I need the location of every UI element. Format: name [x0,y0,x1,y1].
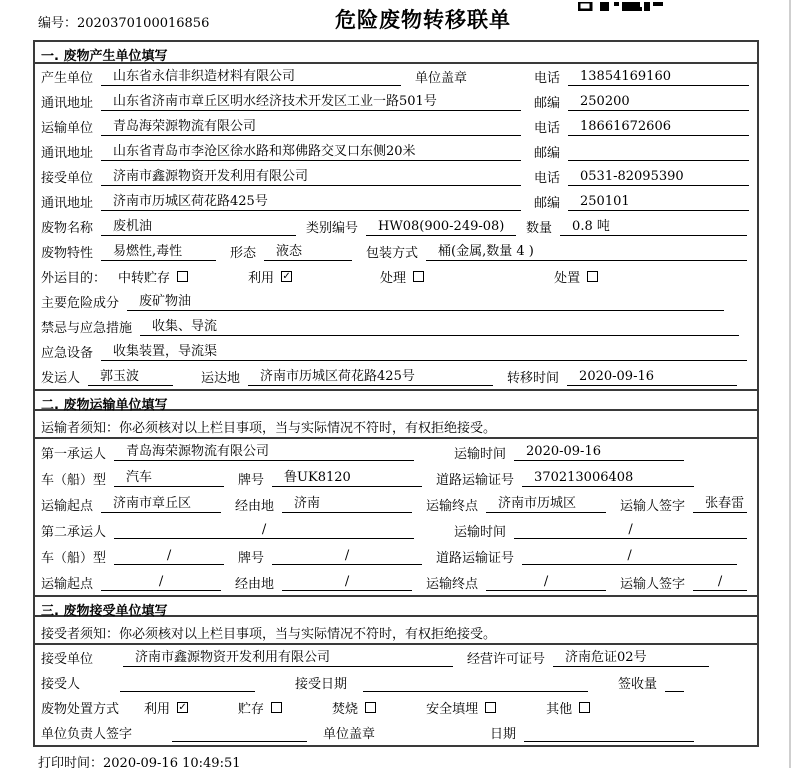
row-produce-address [35,89,757,114]
signed-qty-label: 签收量 [618,677,658,692]
address-label: 通讯地址 [41,96,94,111]
plate-no2-value: / [272,547,422,565]
responsible-sign-label: 单位负责人签字 [41,727,133,742]
road-license1-value: 370213006408 [522,469,694,487]
row-vehicle-1 [35,465,757,491]
waste-name-label: 废物名称 [41,221,94,236]
receiver-value [120,674,255,692]
transport-address-value: 山东省青岛市李沧区徐水路和郑佛路交叉口东侧20米 [101,143,521,161]
row-receiving-unit [35,645,757,670]
receiving-unit-label: 接受单位 [41,652,94,667]
print-time [38,752,796,768]
via-label: 经由地 [235,576,275,592]
checkbox-icon: ✓ [282,271,291,282]
taboo-measures-label: 禁忌与应急措施 [41,321,133,336]
row-waste-name [35,214,757,239]
postcode-group [534,142,749,161]
phone-group [534,167,749,186]
transporter-sign2-value: / [693,573,747,591]
section-3-title: 三. 废物接受单位填写 [35,595,757,617]
option-label: 处置 [554,271,581,286]
purpose-option-transit-storage [118,267,188,286]
emergency-equipment-label: 应急设备 [41,346,94,361]
origin-label: 运输起点 [41,576,94,592]
destination-label: 运达地 [201,371,241,386]
page-edge-divider [789,0,791,768]
row-produce-unit [35,64,757,89]
receive-phone-value: 0531-82095390 [568,168,749,186]
endpoint2-value: / [486,573,606,591]
seal-date-value [524,724,694,742]
transporter-notice: 运输者须知：你必须核对以上栏目事项，当与实际情况不符时，有权拒绝接受。 [35,411,757,439]
row-receiver [35,670,757,695]
receive-unit-value: 济南市鑫源物资开发利用有限公司 [101,168,521,186]
transfer-time-value: 2020-09-16 [567,368,737,386]
disposal-option-other [546,698,590,717]
transport-time2-value: / [514,521,747,539]
transporter-sign1-value: 张春雷 [693,495,747,513]
transport-postcode-value [568,143,749,161]
via1-value: 济南 [282,495,412,513]
road-license2-value: / [522,547,737,565]
row-shipper [35,364,757,389]
emergency-equipment-value: 收集装置，导流渠 [101,343,747,361]
option-label: 利用 [144,702,171,717]
carrier1-label: 第一承运人 [41,446,107,462]
section-1-title: 一. 废物产生单位填写 [35,42,757,64]
phone-group [534,117,749,136]
receive-unit-label: 接受单位 [41,171,94,186]
option-label: 利用 [248,271,275,286]
plate-no-label: 牌号 [238,550,265,566]
vehicle-type-label: 车（船）型 [41,472,107,488]
row-transport-address [35,139,757,164]
produce-postcode-value: 250200 [568,93,749,111]
postcode-group [534,192,749,211]
permit-no-value: 济南危证02号 [553,649,709,667]
row-transport-unit [35,114,757,139]
row-vehicle-2 [35,543,757,569]
checkbox-icon [579,702,590,713]
postcode-label: 邮编 [534,196,561,211]
plate-no1-value: 鲁UK8120 [272,469,422,487]
destination-value: 济南市历城区荷花路425号 [248,368,493,386]
form-state-value: 液态 [264,243,352,261]
quantity-label: 数量 [526,221,553,236]
option-label: 处理 [380,271,407,286]
receive-address-value: 济南市历城区荷花路425号 [101,193,521,211]
row-transfer-purpose [35,264,757,289]
carrier2-value: / [114,521,414,539]
road-license-label: 道路运输证号 [436,550,515,566]
purpose-option-utilize [248,267,292,286]
print-time-label: 打印时间： [38,756,104,768]
unit-seal-label: 单位盖章 [415,71,468,86]
quantity-value: 0.8 吨 [560,218,747,236]
packing-value: 桶(金属,数量 4 ) [426,243,747,261]
unit-seal-label: 单位盖章 [323,727,376,742]
row-receive-address [35,189,757,214]
phone-label: 电话 [534,71,561,86]
purpose-option-treat [380,267,424,286]
vehicle-type1-value: 汽车 [114,469,224,487]
transport-phone-value: 18661672606 [568,118,749,136]
phone-group [534,67,749,86]
transfer-time-label: 转移时间 [507,371,560,386]
option-label: 焚烧 [332,702,359,717]
packing-label: 包装方式 [366,246,419,261]
carrier2-label: 第二承运人 [41,524,107,540]
category-no-label: 类别编号 [306,221,359,236]
vehicle-type-label: 车（船）型 [41,550,107,566]
receive-date-label: 接受日期 [295,677,348,692]
seal-date-label: 日期 [490,727,517,742]
transporter-sign-label: 运输人签字 [620,576,686,592]
postcode-label: 邮编 [534,96,561,111]
via-label: 经由地 [235,498,275,514]
disposal-option-landfill [426,698,496,717]
receive-date-value [363,674,588,692]
qr-code-icon [578,0,664,15]
transport-time-label: 运输时间 [454,446,507,462]
row-carrier-2 [35,517,757,543]
disposal-option-utilize [144,698,188,717]
taboo-measures-value: 收集、导流 [140,318,739,336]
row-main-component [35,289,757,314]
row-route-2 [35,569,757,595]
shipper-value: 郭玉波 [88,368,173,386]
waste-name-value: 废机油 [101,218,296,236]
transfer-manifest-form [33,40,759,747]
form-number-label: 编号： [38,16,78,31]
form-number-value: 2020370100016856 [77,16,210,31]
document-header [0,0,796,40]
disposal-method-label: 废物处置方式 [41,702,120,717]
row-waste-character [35,239,757,264]
phone-value: 13854169160 [568,68,749,86]
phone-label: 电话 [534,121,561,136]
row-route-1 [35,491,757,517]
address-label: 通讯地址 [41,146,94,161]
category-no-value: HW08(900-249-08) [366,218,516,236]
vehicle-type2-value: / [114,547,224,565]
origin2-value: / [101,573,221,591]
checkbox-icon [587,271,598,282]
plate-no-label: 牌号 [238,472,265,488]
section-2-title: 二. 废物运输单位填写 [35,389,757,411]
disposal-option-storage [238,698,282,717]
option-label: 中转贮存 [118,271,171,286]
receive-postcode-value: 250101 [568,193,749,211]
checkbox-icon: ✓ [178,702,187,713]
transport-unit-value: 青岛海荣源物流有限公司 [101,118,521,136]
carrier1-value: 青岛海荣源物流有限公司 [114,443,414,461]
checkbox-icon [177,271,188,282]
transport-unit-label: 运输单位 [41,121,94,136]
option-label: 其他 [546,702,573,717]
origin-label: 运输起点 [41,498,94,514]
form-state-label: 形态 [230,246,257,261]
produce-unit-value: 山东省永信非织造材料有限公司 [101,68,401,86]
responsible-sign-value [172,724,307,742]
purpose-label: 外运目的： [41,271,107,286]
row-taboo-measures [35,314,757,339]
road-license-label: 道路运输证号 [436,472,515,488]
endpoint-label: 运输终点 [426,498,479,514]
transport-time-label: 运输时间 [454,524,507,540]
postcode-label: 邮编 [534,146,561,161]
transporter-sign-label: 运输人签字 [620,498,686,514]
main-component-label: 主要危险成分 [41,296,120,311]
main-component-value: 废矿物油 [127,293,724,311]
permit-no-label: 经营许可证号 [467,652,546,667]
shipper-label: 发运人 [41,371,81,386]
endpoint-label: 运输终点 [426,576,479,592]
phone-label: 电话 [534,171,561,186]
postcode-group [534,92,749,111]
receiving-unit-value: 济南市鑫源物资开发利用有限公司 [123,649,453,667]
row-carrier-1 [35,439,757,465]
produce-address-value: 山东省济南市章丘区明水经济技术开发区工业一路501号 [101,93,521,111]
form-number [38,12,209,31]
purpose-option-dispose [554,267,598,286]
row-emergency-equipment [35,339,757,364]
waste-character-label: 废物特性 [41,246,94,261]
waste-character-value: 易燃性,毒性 [101,243,216,261]
via2-value: / [282,573,412,591]
disposal-option-incinerate [332,698,376,717]
print-time-value: 2020-09-16 10:49:51 [103,756,241,768]
checkbox-icon [365,702,376,713]
checkbox-icon [413,271,424,282]
transport-time1-value: 2020-09-16 [514,443,684,461]
origin1-value: 济南市章丘区 [101,495,221,513]
row-responsible-signature [35,720,757,745]
receiver-notice: 接受者须知：你必须核对以上栏目事项，当与实际情况不符时，有权拒绝接受。 [35,617,757,645]
document-title: 危险废物转移联单 [335,8,511,32]
signed-qty-value [665,674,684,692]
checkbox-icon [271,702,282,713]
produce-unit-label: 产生单位 [41,71,94,86]
receiver-label: 接受人 [41,677,81,692]
row-disposal-method [35,695,757,720]
row-receive-unit [35,164,757,189]
option-label: 安全填埋 [426,702,479,717]
checkbox-icon [485,702,496,713]
option-label: 贮存 [238,702,265,717]
endpoint1-value: 济南市历城区 [486,495,606,513]
address-label: 通讯地址 [41,196,94,211]
